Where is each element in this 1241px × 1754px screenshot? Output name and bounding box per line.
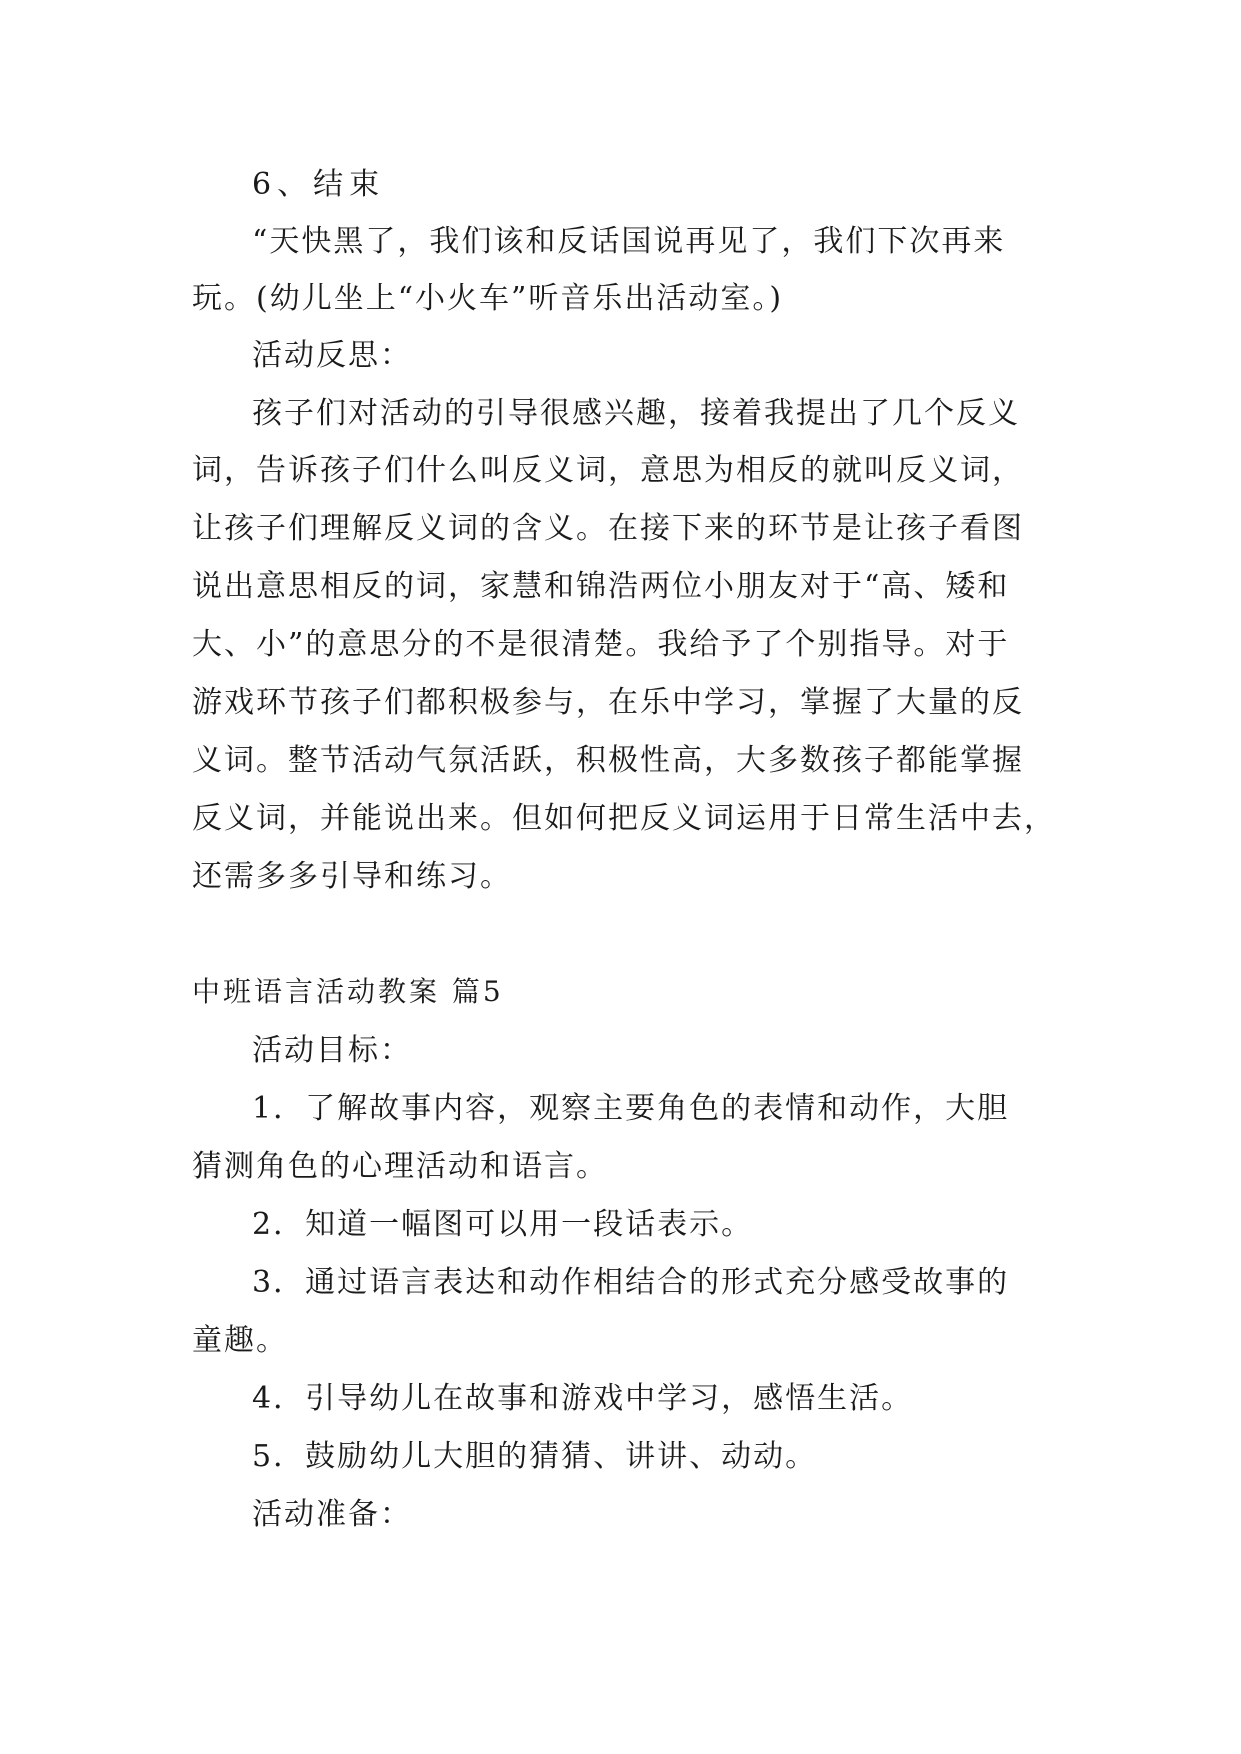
paragraph-line: “天快黑了，我们该和反话国说再见了，我们下次再来 <box>252 224 1006 259</box>
paragraph-line: 大、小”的意思分的不是很清楚。我给予了个别指导。对于 <box>192 627 1010 662</box>
section-heading-reflection: 活动反思： <box>252 338 412 373</box>
paragraph-line: 词，告诉孩子们什么叫反义词，意思为相反的就叫反义词， <box>192 453 1024 488</box>
goal-item: 3．通过语言表达和动作相结合的形式充分感受故事的 <box>252 1265 1010 1300</box>
section-heading-goals: 活动目标： <box>252 1033 412 1068</box>
section-heading-preparation: 活动准备： <box>252 1497 412 1532</box>
paragraph-line: 反义词，并能说出来。但如何把反义词运用于日常生活中去， <box>192 801 1056 836</box>
goal-item: 4．引导幼儿在故事和游戏中学习，感悟生活。 <box>252 1381 914 1416</box>
paragraph-line: 玩。(幼儿坐上“小火车”听音乐出活动室。) <box>192 281 784 316</box>
goal-item: 2．知道一幅图可以用一段话表示。 <box>252 1207 754 1242</box>
paragraph-line: 义词。整节活动气氛活跃，积极性高，大多数孩子都能掌握 <box>192 743 1024 778</box>
goal-item: 5．鼓励幼儿大胆的猜猜、讲讲、动动。 <box>252 1439 818 1474</box>
goal-item-continued: 猜测角色的心理活动和语言。 <box>192 1149 608 1184</box>
goal-item: 1．了解故事内容，观察主要角色的表情和动作，大胆 <box>252 1091 1010 1126</box>
goal-item-continued: 童趣。 <box>192 1323 288 1358</box>
paragraph-line: 还需多多引导和练习。 <box>192 859 512 894</box>
section-title-lesson5: 中班语言活动教案 篇5 <box>192 975 504 1008</box>
paragraph-line: 说出意思相反的词，家慧和锦浩两位小朋友对于“高、矮和 <box>192 569 1010 604</box>
paragraph-line: 让孩子们理解反义词的含义。在接下来的环节是让孩子看图 <box>192 511 1024 546</box>
paragraph-line: 孩子们对活动的引导很感兴趣，接着我提出了几个反义 <box>252 396 1020 431</box>
paragraph-line: 游戏环节孩子们都积极参与，在乐中学习，掌握了大量的反 <box>192 685 1024 720</box>
section-heading-end: 6、结束 <box>252 167 386 202</box>
